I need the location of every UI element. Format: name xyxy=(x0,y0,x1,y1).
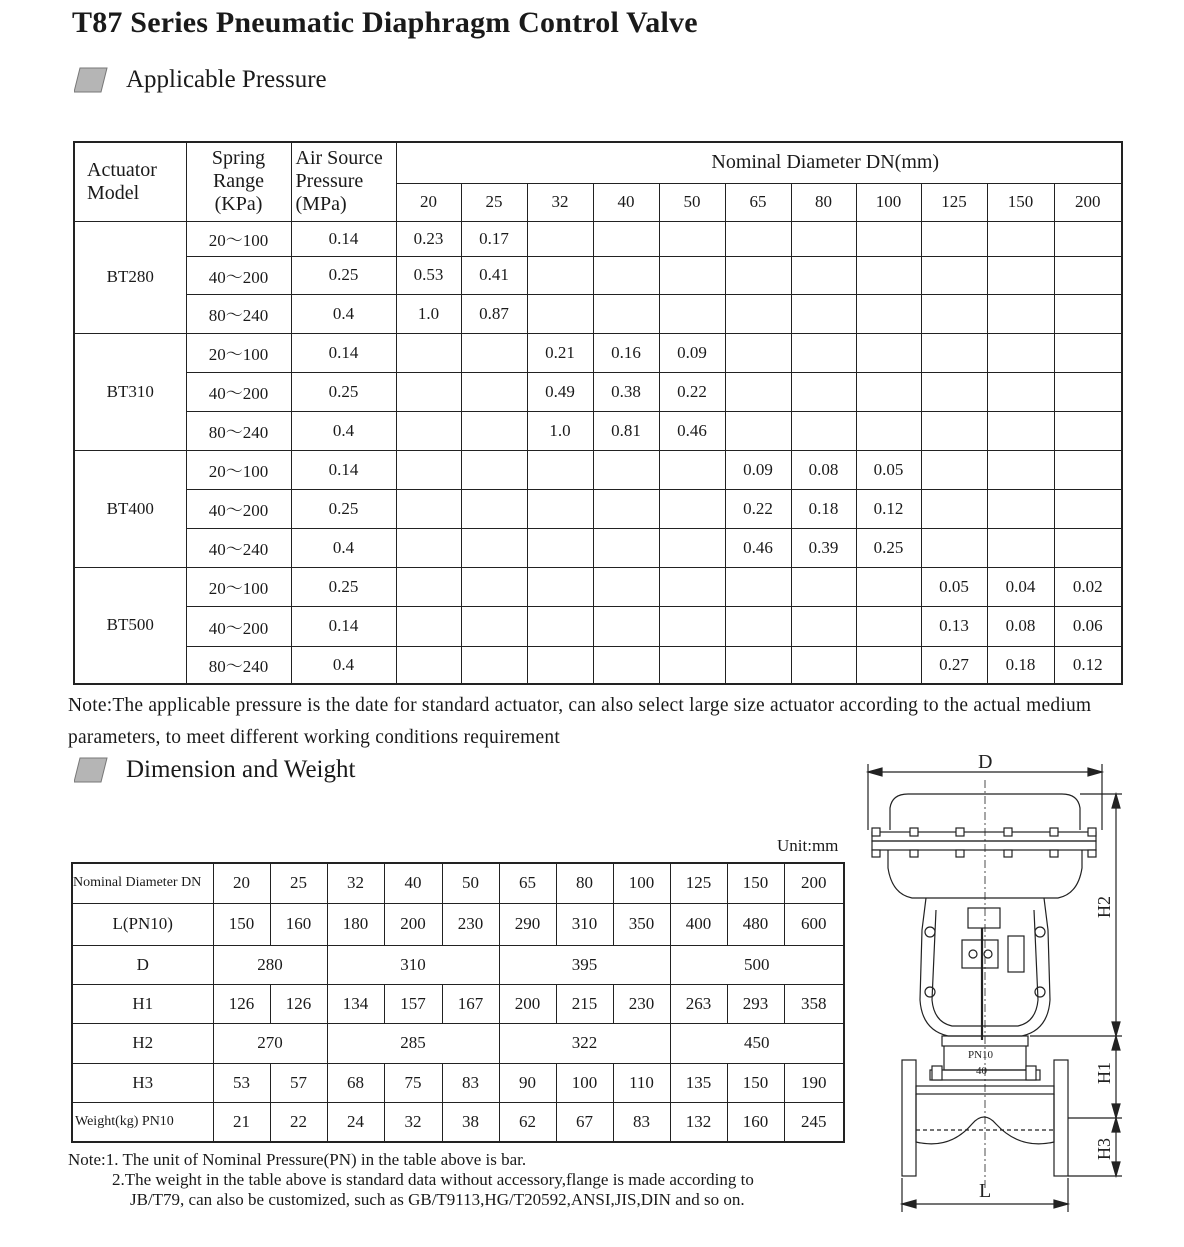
pressure-value: 0.38 xyxy=(593,372,659,411)
pressure-value: 0.53 xyxy=(396,256,461,294)
table-row xyxy=(74,256,1122,294)
dimension-value: 75 xyxy=(384,1063,442,1102)
pressure-value xyxy=(461,646,527,684)
pressure-value xyxy=(921,294,987,333)
header-dn-100: 100 xyxy=(856,183,921,221)
header-dn-65: 65 xyxy=(725,183,791,221)
dimension-value: 32 xyxy=(384,1102,442,1142)
dimension-value: 57 xyxy=(270,1063,327,1102)
pressure-value: 0.49 xyxy=(527,372,593,411)
pressure-value xyxy=(461,450,527,489)
pressure-value xyxy=(396,411,461,450)
pressure-value xyxy=(527,528,593,567)
dimension-value: 215 xyxy=(556,984,613,1023)
pressure-value xyxy=(856,646,921,684)
pressure-table xyxy=(73,141,1123,685)
dimension-value: 167 xyxy=(442,984,499,1023)
dimension-value: 400 xyxy=(670,903,727,945)
pressure-value xyxy=(593,606,659,646)
pressure-value: 0.12 xyxy=(856,489,921,528)
dimension-value: 263 xyxy=(670,984,727,1023)
pressure-value xyxy=(856,333,921,372)
dimension-value: 600 xyxy=(784,903,844,945)
pressure-value xyxy=(593,221,659,256)
dimension-value: 395 xyxy=(499,945,670,984)
pressure-value xyxy=(1054,372,1122,411)
pressure-value xyxy=(527,256,593,294)
pressure-value xyxy=(659,221,725,256)
spring-range: 40～200 xyxy=(186,372,291,411)
dimension-value: 150 xyxy=(727,1063,784,1102)
pressure-value xyxy=(987,294,1054,333)
dimension-value: 53 xyxy=(213,1063,270,1102)
pressure-value xyxy=(725,606,791,646)
pressure-value: 0.22 xyxy=(725,489,791,528)
section-applicable-pressure xyxy=(74,66,327,94)
pressure-value xyxy=(527,646,593,684)
label-h1: H1 xyxy=(1094,1062,1114,1084)
pressure-value xyxy=(396,333,461,372)
dimension-value: 134 xyxy=(327,984,384,1023)
pressure-value: 0.18 xyxy=(987,646,1054,684)
dimension-value: 480 xyxy=(727,903,784,945)
pressure-value xyxy=(791,606,856,646)
pressure-value xyxy=(791,256,856,294)
dimension-value: 310 xyxy=(327,945,499,984)
table-row xyxy=(74,567,1122,606)
label-pn: PN10 xyxy=(968,1049,994,1061)
flange-right xyxy=(1054,1060,1068,1176)
spring-range: 20～100 xyxy=(186,450,291,489)
pressure-value xyxy=(659,646,725,684)
header-air-source: Air Source Pressure (MPa) xyxy=(291,142,396,221)
pressure-value xyxy=(725,411,791,450)
spring-range: 80～240 xyxy=(186,411,291,450)
pressure-value xyxy=(659,567,725,606)
pressure-value xyxy=(921,450,987,489)
spring-range: 80～240 xyxy=(186,646,291,684)
dimension-value: 83 xyxy=(442,1063,499,1102)
dimension-value: 290 xyxy=(499,903,556,945)
pressure-value xyxy=(659,450,725,489)
pressure-value xyxy=(921,256,987,294)
dimension-value: 150 xyxy=(213,903,270,945)
pressure-value xyxy=(527,221,593,256)
dimension-value: 67 xyxy=(556,1102,613,1142)
pressure-value xyxy=(461,606,527,646)
pressure-value xyxy=(987,450,1054,489)
pressure-value xyxy=(593,567,659,606)
pressure-value: 1.0 xyxy=(527,411,593,450)
pressure-value xyxy=(921,221,987,256)
pressure-value xyxy=(593,450,659,489)
row-label: Weight(kg) PN10 xyxy=(72,1102,213,1142)
table-row xyxy=(74,372,1122,411)
table-row xyxy=(74,450,1122,489)
page-title: T87 Series Pneumatic Diaphragm Control Valve xyxy=(72,6,698,39)
pressure-value xyxy=(527,489,593,528)
label-dn: 40 xyxy=(976,1065,987,1077)
dimension-value: 90 xyxy=(499,1063,556,1102)
dimension-value: 65 xyxy=(499,863,556,903)
pressure-value xyxy=(1054,256,1122,294)
air-source-pressure: 0.25 xyxy=(291,256,396,294)
pressure-value xyxy=(1054,411,1122,450)
dimension-value: 358 xyxy=(784,984,844,1023)
pressure-value xyxy=(396,567,461,606)
pressure-value xyxy=(856,256,921,294)
pressure-value: 0.87 xyxy=(461,294,527,333)
pressure-value: 0.13 xyxy=(921,606,987,646)
table-row xyxy=(72,1063,844,1102)
pressure-value: 1.0 xyxy=(396,294,461,333)
pressure-value xyxy=(396,646,461,684)
pressure-value: 0.05 xyxy=(856,450,921,489)
table-row xyxy=(72,903,844,945)
header-dn-80: 80 xyxy=(791,183,856,221)
label-h3: H3 xyxy=(1094,1138,1114,1160)
dimension-value: 350 xyxy=(613,903,670,945)
dimension-value: 125 xyxy=(670,863,727,903)
header-dn-40: 40 xyxy=(593,183,659,221)
dimension-value: 110 xyxy=(613,1063,670,1102)
actuator-model: BT500 xyxy=(74,567,186,684)
pressure-value xyxy=(1054,221,1122,256)
air-source-pressure: 0.4 xyxy=(291,528,396,567)
pressure-value: 0.22 xyxy=(659,372,725,411)
pressure-value xyxy=(396,528,461,567)
travel-scale xyxy=(1008,936,1024,972)
table-row xyxy=(74,333,1122,372)
air-source-pressure: 0.4 xyxy=(291,646,396,684)
dimension-value: 132 xyxy=(670,1102,727,1142)
pressure-value xyxy=(461,411,527,450)
pressure-value: 0.09 xyxy=(725,450,791,489)
pressure-value xyxy=(725,646,791,684)
table-row xyxy=(72,984,844,1023)
label-h2: H2 xyxy=(1094,896,1114,918)
dimension-value: 40 xyxy=(384,863,442,903)
pressure-value xyxy=(1054,528,1122,567)
pressure-value xyxy=(1054,333,1122,372)
pressure-value xyxy=(856,294,921,333)
table-row xyxy=(74,646,1122,684)
spring-range: 80～240 xyxy=(186,294,291,333)
spring-range: 40～200 xyxy=(186,489,291,528)
dimension-value: 38 xyxy=(442,1102,499,1142)
table-row xyxy=(74,294,1122,333)
pressure-value xyxy=(987,333,1054,372)
air-source-pressure: 0.14 xyxy=(291,221,396,256)
row-label: L(PN10) xyxy=(72,903,213,945)
pressure-value xyxy=(921,528,987,567)
pressure-value xyxy=(1054,450,1122,489)
pressure-value xyxy=(987,221,1054,256)
table-row xyxy=(74,606,1122,646)
pressure-value xyxy=(396,489,461,528)
dimension-value: 245 xyxy=(784,1102,844,1142)
pressure-value: 0.41 xyxy=(461,256,527,294)
pressure-value: 0.23 xyxy=(396,221,461,256)
pressure-value: 0.08 xyxy=(987,606,1054,646)
pressure-value: 0.05 xyxy=(921,567,987,606)
pressure-value xyxy=(593,256,659,294)
pressure-value xyxy=(593,646,659,684)
pressure-value xyxy=(791,646,856,684)
dimension-value: 322 xyxy=(499,1023,670,1063)
pressure-value xyxy=(527,567,593,606)
air-source-pressure: 0.14 xyxy=(291,606,396,646)
label-d: D xyxy=(978,751,993,773)
note-line: Note:1. The unit of Nominal Pressure(PN) in the table above is bar. xyxy=(68,1150,527,1169)
row-label: Nominal Diameter DN xyxy=(72,863,213,903)
dimension-value: 25 xyxy=(270,863,327,903)
pressure-value xyxy=(921,489,987,528)
header-dn-50: 50 xyxy=(659,183,725,221)
dimension-value: 310 xyxy=(556,903,613,945)
pressure-value xyxy=(659,489,725,528)
pressure-value xyxy=(1054,294,1122,333)
pressure-value xyxy=(856,221,921,256)
pressure-value xyxy=(593,528,659,567)
pressure-value: 0.27 xyxy=(921,646,987,684)
dimension-value: 24 xyxy=(327,1102,384,1142)
table-row xyxy=(74,489,1122,528)
pressure-value xyxy=(921,411,987,450)
header-spring-range: Spring Range (KPa) xyxy=(186,142,291,221)
table-row xyxy=(74,221,1122,256)
dimension-value: 126 xyxy=(270,984,327,1023)
actuator-flange xyxy=(872,832,1096,841)
air-source-pressure: 0.25 xyxy=(291,489,396,528)
pressure-value xyxy=(725,333,791,372)
table-row xyxy=(74,411,1122,450)
dimension-value: 200 xyxy=(499,984,556,1023)
header-dn-32: 32 xyxy=(527,183,593,221)
row-label: H3 xyxy=(72,1063,213,1102)
spring-range: 20～100 xyxy=(186,567,291,606)
dimension-value: 157 xyxy=(384,984,442,1023)
dimension-value: 500 xyxy=(670,945,844,984)
pressure-value xyxy=(856,567,921,606)
pressure-value xyxy=(659,256,725,294)
pressure-value xyxy=(725,294,791,333)
pressure-value: 0.04 xyxy=(987,567,1054,606)
label-l: L xyxy=(979,1180,992,1202)
dimension-value: 200 xyxy=(384,903,442,945)
actuator-model: BT310 xyxy=(74,333,186,450)
pressure-value xyxy=(659,294,725,333)
arrow-icon xyxy=(1088,768,1102,776)
air-source-pressure: 0.4 xyxy=(291,411,396,450)
dimension-value: 50 xyxy=(442,863,499,903)
pressure-value: 0.81 xyxy=(593,411,659,450)
dimension-value: 83 xyxy=(613,1102,670,1142)
dimension-value: 80 xyxy=(556,863,613,903)
pressure-value xyxy=(593,489,659,528)
pressure-value xyxy=(987,411,1054,450)
dimension-value: 200 xyxy=(784,863,844,903)
pressure-note: Note:The applicable pressure is the date for standard actuator, can also select large size actuator according to the actual medium parameters, to meet different working conditions requirement xyxy=(68,695,1092,748)
spring-range: 20～100 xyxy=(186,333,291,372)
air-source-pressure: 0.4 xyxy=(291,294,396,333)
dimension-value: 32 xyxy=(327,863,384,903)
note-line: 2.The weight in the table above is standard data without accessory,flange is made according to xyxy=(112,1170,754,1189)
dimension-value: 20 xyxy=(213,863,270,903)
header-dn-25: 25 xyxy=(461,183,527,221)
pressure-value xyxy=(987,528,1054,567)
dimension-value: 68 xyxy=(327,1063,384,1102)
pressure-value: 0.08 xyxy=(791,450,856,489)
dimension-value: 280 xyxy=(213,945,327,984)
row-label: H1 xyxy=(72,984,213,1023)
pressure-value xyxy=(987,489,1054,528)
pressure-value xyxy=(856,411,921,450)
pressure-value: 0.25 xyxy=(856,528,921,567)
pressure-value: 0.21 xyxy=(527,333,593,372)
pressure-value xyxy=(461,372,527,411)
header-dn-125: 125 xyxy=(921,183,987,221)
pressure-value xyxy=(987,372,1054,411)
dimension-value: 22 xyxy=(270,1102,327,1142)
pressure-value xyxy=(461,333,527,372)
pressure-value: 0.46 xyxy=(725,528,791,567)
spring-range: 40～200 xyxy=(186,256,291,294)
actuator-model: BT280 xyxy=(74,221,186,333)
table-row xyxy=(72,1102,844,1142)
header-nominal-diameter: Nominal Diameter DN(mm) xyxy=(396,142,1122,183)
air-source-pressure: 0.14 xyxy=(291,450,396,489)
air-source-pressure: 0.25 xyxy=(291,567,396,606)
pressure-value xyxy=(791,294,856,333)
pressure-value: 0.12 xyxy=(1054,646,1122,684)
actuator-model: BT400 xyxy=(74,450,186,567)
pressure-value xyxy=(987,256,1054,294)
pressure-value xyxy=(396,372,461,411)
dimension-value: 285 xyxy=(327,1023,499,1063)
spring-range: 20～100 xyxy=(186,221,291,256)
pressure-value xyxy=(527,294,593,333)
dimension-value: 100 xyxy=(613,863,670,903)
dimension-value: 21 xyxy=(213,1102,270,1142)
pressure-value xyxy=(593,294,659,333)
pressure-value: 0.06 xyxy=(1054,606,1122,646)
pressure-value: 0.17 xyxy=(461,221,527,256)
dimension-value: 150 xyxy=(727,863,784,903)
spring-range: 40～240 xyxy=(186,528,291,567)
row-label: H2 xyxy=(72,1023,213,1063)
dimension-value: 230 xyxy=(442,903,499,945)
pressure-value xyxy=(791,411,856,450)
section-marker-icon xyxy=(74,757,108,783)
note-line: JB/T79, can also be customized, such as GB/T9113,HG/T20592,ANSI,JIS,DIN and so on. xyxy=(130,1190,745,1209)
pressure-value xyxy=(396,606,461,646)
dimension-value: 100 xyxy=(556,1063,613,1102)
pressure-value xyxy=(791,221,856,256)
unit-label: Unit:mm xyxy=(777,836,839,855)
dimension-value: 135 xyxy=(670,1063,727,1102)
valve-drawing xyxy=(860,750,1160,1220)
pressure-value xyxy=(527,606,593,646)
dimension-value: 126 xyxy=(213,984,270,1023)
pressure-value xyxy=(921,372,987,411)
dimension-value: 450 xyxy=(670,1023,844,1063)
pressure-value xyxy=(527,450,593,489)
section-dimension-weight xyxy=(74,756,355,784)
dimension-value: 180 xyxy=(327,903,384,945)
pressure-value xyxy=(461,528,527,567)
dimension-value: 230 xyxy=(613,984,670,1023)
arrow-icon xyxy=(868,768,882,776)
pressure-value xyxy=(659,606,725,646)
pressure-value xyxy=(725,567,791,606)
air-source-pressure: 0.25 xyxy=(291,372,396,411)
header-actuator-model: Actuator Model xyxy=(74,142,186,221)
flange-left xyxy=(902,1060,916,1176)
pressure-value: 0.46 xyxy=(659,411,725,450)
section-title: Applicable Pressure xyxy=(126,66,327,93)
header-dn-20: 20 xyxy=(396,183,461,221)
pressure-value xyxy=(791,567,856,606)
section-marker-icon xyxy=(74,67,108,93)
pressure-value xyxy=(659,528,725,567)
pressure-value xyxy=(1054,489,1122,528)
pressure-value xyxy=(725,372,791,411)
table-row xyxy=(72,863,844,903)
pressure-value xyxy=(396,450,461,489)
pressure-value xyxy=(791,372,856,411)
dimension-table xyxy=(71,862,845,1143)
pressure-value: 0.39 xyxy=(791,528,856,567)
pressure-value xyxy=(725,256,791,294)
pressure-value xyxy=(461,489,527,528)
spring-range: 40～200 xyxy=(186,606,291,646)
pressure-value: 0.02 xyxy=(1054,567,1122,606)
air-source-pressure: 0.14 xyxy=(291,333,396,372)
pressure-value xyxy=(856,606,921,646)
pressure-value xyxy=(856,372,921,411)
table-row xyxy=(74,528,1122,567)
row-label: D xyxy=(72,945,213,984)
dimension-value: 62 xyxy=(499,1102,556,1142)
pressure-value: 0.18 xyxy=(791,489,856,528)
dimension-note xyxy=(68,1150,754,1210)
table-row xyxy=(72,945,844,984)
dimension-value: 160 xyxy=(270,903,327,945)
pressure-value xyxy=(791,333,856,372)
pressure-value: 0.16 xyxy=(593,333,659,372)
dimension-value: 190 xyxy=(784,1063,844,1102)
dimension-value: 270 xyxy=(213,1023,327,1063)
pressure-value xyxy=(921,333,987,372)
pressure-value xyxy=(725,221,791,256)
header-dn-200: 200 xyxy=(1054,183,1122,221)
pressure-value xyxy=(461,567,527,606)
section-title: Dimension and Weight xyxy=(126,756,356,783)
dimension-value: 293 xyxy=(727,984,784,1023)
dimension-value: 160 xyxy=(727,1102,784,1142)
table-row xyxy=(72,1023,844,1063)
pressure-value: 0.09 xyxy=(659,333,725,372)
header-dn-150: 150 xyxy=(987,183,1054,221)
